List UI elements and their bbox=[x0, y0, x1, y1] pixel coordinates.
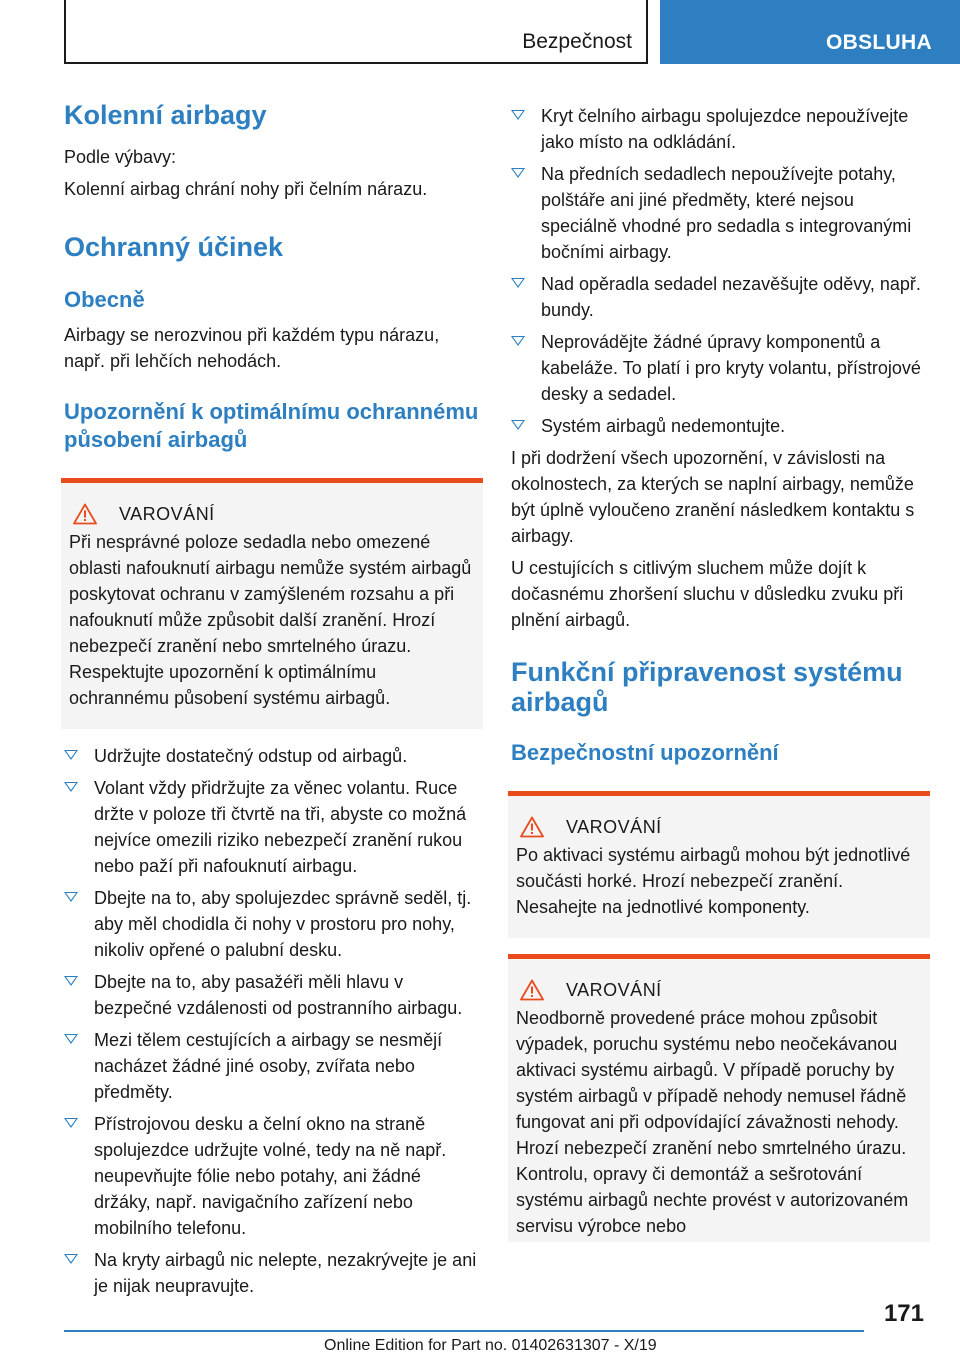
list-item: Dbejte na to, aby spolujezdec správně seděl, tj. aby měl chodidla či nohy v prostoru pro nohy, nikoliv opřené o palubní desku. bbox=[64, 885, 480, 963]
warning-box-seat-position bbox=[61, 478, 483, 729]
list-item: Přístrojovou desku a čelní okno na straně spolujezdce udržujte volné, tedy na ně např. neupevňujte fólie nebo potahy, ani žádné držáky, např. navigačního zařízení nebo mobilního telefonu. bbox=[64, 1111, 480, 1241]
warning-label: VAROVÁNÍ bbox=[566, 979, 662, 1000]
list-item: Na kryty airbagů nic nelepte, nezakrývejte je ani je nijak neupravujte. bbox=[64, 1247, 480, 1299]
header-section-title: Bezpečnost bbox=[522, 30, 632, 53]
footer-edition: Online Edition for Part no. 01402631307 - X/19 bbox=[324, 1337, 657, 1354]
page-number: 171 bbox=[883, 1300, 924, 1327]
knee-airbag-text: Kolenní airbag chrání nohy při čelním nárazu. bbox=[64, 179, 428, 199]
warning-title bbox=[520, 979, 922, 1001]
warning-box-improper-work bbox=[508, 954, 930, 1242]
triangle-bullet-icon bbox=[511, 336, 525, 346]
warning-title bbox=[73, 503, 475, 525]
list-item: Dbejte na to, aby pasažéři měli hlavu v bezpečné vzdálenosti od postranního airbagu. bbox=[64, 969, 480, 1021]
warning-label: VAROVÁNÍ bbox=[119, 503, 215, 524]
heading-general: Obecně bbox=[64, 287, 145, 312]
triangle-bullet-icon bbox=[511, 420, 525, 430]
triangle-bullet-icon bbox=[511, 278, 525, 288]
all-notes-text: I při dodržení všech upozornění, v závislosti na okolnostech, za kterých se naplní airbagy, nemůže být úplně vyloučeno zranění následkem kontaktu s airbagy. bbox=[511, 448, 915, 546]
heading-knee-airbags: Kolenní airbagy bbox=[64, 100, 267, 130]
list-item: Na předních sedadlech nepoužívejte potahy, polštáře ani jiné předměty, které nejsou speciálně vhodné pro sedadla s integrovanými bočními airbagy. bbox=[511, 161, 927, 265]
list-item: Udržujte dostatečný odstup od airbagů. bbox=[64, 743, 480, 769]
list-item: Neprovádějte žádné úpravy komponentů a kabeláže. To platí i pro kryty volantu, přístrojové desky a sedadel. bbox=[511, 329, 927, 407]
equipment-note: Podle výbavy: bbox=[64, 147, 177, 167]
triangle-bullet-icon bbox=[511, 168, 525, 178]
heading-readiness: Funkční připravenost systému airbagů bbox=[511, 657, 903, 717]
triangle-bullet-icon bbox=[64, 1254, 78, 1264]
header-frame bbox=[64, 0, 648, 64]
header-chapter-tab: OBSLUHA bbox=[660, 0, 960, 64]
triangle-bullet-icon bbox=[64, 1034, 78, 1044]
list-item: Systém airbagů nedemontujte. bbox=[511, 413, 927, 439]
triangle-bullet-icon bbox=[64, 1118, 78, 1128]
footer-divider bbox=[64, 1330, 864, 1332]
heading-notes: Upozornění k optimálnímu ochrannému působení airbagů bbox=[64, 399, 479, 452]
general-text: Airbagy se nerozvinou při každém typu nárazu, např. při lehčích nehodách. bbox=[64, 325, 440, 371]
warning-text: Po aktivaci systému airbagů mohou být jednotlivé součásti horké. Hrozí nebezpečí zranění. Nesahejte na jednotlivé komponenty. bbox=[516, 845, 911, 917]
safety-bullet-list bbox=[64, 743, 480, 1299]
triangle-bullet-icon bbox=[64, 750, 78, 760]
warning-box-hot-components bbox=[508, 791, 930, 938]
right-column bbox=[511, 100, 927, 1242]
warning-text: Při nesprávné poloze sedadla nebo omezené oblasti nafouknutí airbagu nemůže systém airbagů poskytovat ochranu v zamýšleném rozsahu a při nafouknutí může způsobit další zranění. Hrozí nebezpečí zranění nebo smrtelného úrazu. Respektujte upozornění k optimálnímu ochrannému působení systému airbagů. bbox=[69, 532, 472, 708]
hearing-text: U cestujících s citlivým sluchem může dojít k dočasnému zhoršení sluchu v důsledku zvuku při plnění airbagů. bbox=[511, 558, 904, 630]
warning-triangle-icon bbox=[73, 503, 97, 525]
left-column bbox=[64, 100, 480, 1299]
warning-triangle-icon bbox=[520, 816, 544, 838]
warning-label: VAROVÁNÍ bbox=[566, 816, 662, 837]
warning-title bbox=[520, 816, 922, 838]
list-item: Nad opěradla sedadel nezavěšujte oděvy, např. bundy. bbox=[511, 271, 927, 323]
triangle-bullet-icon bbox=[64, 976, 78, 986]
list-item: Volant vždy přidržujte za věnec volantu. Ruce držte v poloze tři čtvrtě na tři, abyste co možná nejvíce omezili riziko nebezpečí zranění rukou nebo paží při nafouknutí airbagu. bbox=[64, 775, 480, 879]
heading-safety-notes: Bezpečnostní upozornění bbox=[511, 740, 779, 765]
warning-text: Neodborně provedené práce mohou způsobit výpadek, poruchu systému nebo neočekávanou aktivaci systému airbagů. V případě poruchy by systém airbagů v případě nehody nemusel řádně fungovat ani při odpovídající závažnosti nehody. Hrozí nebezpečí zranění nebo smrtelného úrazu. Kontrolu, opravy či demontáž a sešrotování systému airbagů nechte provést v autorizovaném servisu výrobce nebo bbox=[516, 1008, 909, 1236]
list-item: Mezi tělem cestujících a airbagy se nesmějí nacházet žádné jiné osoby, zvířata nebo předměty. bbox=[64, 1027, 480, 1105]
triangle-bullet-icon bbox=[64, 892, 78, 902]
list-item: Kryt čelního airbagu spolujezdce nepoužívejte jako místo na odkládání. bbox=[511, 103, 927, 155]
triangle-bullet-icon bbox=[511, 110, 525, 120]
heading-protection: Ochranný účinek bbox=[64, 232, 284, 262]
safety-bullet-list-continued bbox=[511, 103, 927, 439]
triangle-bullet-icon bbox=[64, 782, 78, 792]
warning-triangle-icon bbox=[520, 979, 544, 1001]
